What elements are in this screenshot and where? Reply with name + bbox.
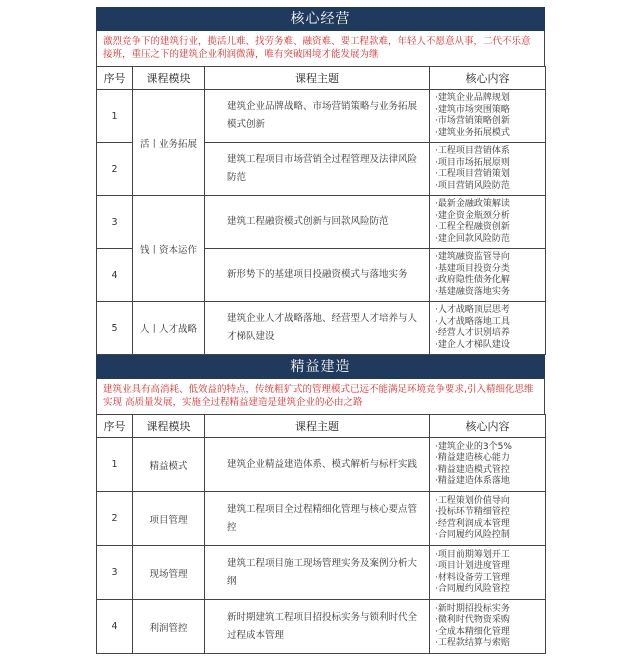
- core-item: ·工程策划价值导向: [435, 495, 510, 506]
- course-topic: 建筑企业精益建造体系、模式解析与标杆实践: [205, 438, 430, 492]
- core-item: ·人才战略顶层思考: [435, 305, 510, 315]
- core-item: ·建企人才梯队建设: [435, 339, 510, 350]
- course-topic: 建筑工程项目施工现场管理实务及案例分析大纲: [205, 546, 430, 600]
- module-name: 钱丨资本运作: [133, 196, 205, 302]
- core-item: ·新时期招投标实务: [435, 603, 510, 614]
- table-row: [97, 600, 546, 654]
- core-item: ·基建融资落地实务: [435, 286, 510, 297]
- row-number: 5: [97, 302, 133, 355]
- core-item: ·建筑企业品牌规划: [435, 93, 510, 103]
- row-number: 1: [97, 90, 133, 143]
- course-topic: 建筑工程融资模式创新与回款风险防范: [205, 196, 430, 249]
- core-item: ·工程项目营销体系: [435, 146, 510, 156]
- row-number: 3: [97, 546, 133, 600]
- table-row: [97, 492, 546, 546]
- core-item: ·工程款结算与索赔: [435, 638, 510, 648]
- core-item: ·精益建造模式管控: [435, 464, 510, 475]
- table-row: [97, 90, 546, 143]
- core-item: ·政府隐性债务化解: [435, 275, 510, 285]
- row-number: 3: [97, 196, 133, 249]
- core-item: ·精益建造核心能力: [435, 453, 510, 463]
- core-content: [430, 143, 546, 196]
- core-item: ·投标环节精细管控: [435, 507, 510, 517]
- core-item: ·最新金融政策解读: [435, 199, 510, 209]
- table-header-row: [97, 415, 546, 438]
- course-table-lean-construction: [96, 414, 546, 654]
- course-topic: 新时期建筑工程项目招投标实务与锁利时代全过程成本管理: [205, 600, 430, 654]
- module-name: 人丨人才战略: [133, 302, 205, 355]
- core-item: ·人才战略落地工具: [435, 316, 510, 327]
- core-item: ·市场营销策略创新: [435, 116, 510, 126]
- module-name: 精益模式: [133, 438, 205, 492]
- core-item: ·项目营销风险防范: [435, 180, 510, 191]
- table-row: [97, 302, 546, 355]
- course-topic: 建筑企业品牌战略、市场营销策略与业务拓展模式创新: [205, 90, 430, 143]
- core-item: ·项目计划进度管理: [435, 561, 510, 571]
- course-topic: 建筑工程项目全过程精细化管理与核心要点管控: [205, 492, 430, 546]
- core-item: ·经营人才识别培养: [435, 328, 510, 338]
- header-core: 核心内容: [430, 67, 546, 90]
- course-topic: 建筑工程项目市场营销全过程管理及法律风险防范: [205, 143, 430, 196]
- header-module: 课程模块: [133, 415, 205, 438]
- core-item: ·建筑业务拓展模式: [435, 127, 510, 138]
- table-row: [97, 438, 546, 492]
- header-topic: 课程主题: [205, 67, 430, 90]
- core-item: ·建筑市场突围策略: [435, 104, 510, 115]
- core-content: [430, 196, 546, 249]
- core-item: ·全成本精细化管理: [435, 626, 510, 637]
- core-content: [430, 249, 546, 302]
- header-module: 课程模块: [133, 67, 205, 90]
- module-name: 活丨业务拓展: [133, 90, 205, 196]
- module-name: 项目管理: [133, 492, 205, 546]
- module-name: 利润管控: [133, 600, 205, 654]
- section-intro-core-operations: 激烈竞争下的建筑行业，揽活儿难、找劳务难、融资难、要工程款难，年轻人不愿意从事，二代不乐意接班，重压之下的建筑企业利润微薄，唯有突破困境才能发展为继: [96, 31, 545, 66]
- core-item: ·材料设备劳工管理: [435, 572, 510, 583]
- header-no: 序号: [97, 67, 133, 90]
- table-row: [97, 546, 546, 600]
- row-number: 4: [97, 249, 133, 302]
- core-content: [430, 600, 546, 654]
- core-content: [430, 492, 546, 546]
- core-item: ·微利时代物资采购: [435, 615, 510, 625]
- core-content: [430, 90, 546, 143]
- header-core: 核心内容: [430, 415, 546, 438]
- document-page: [96, 7, 545, 654]
- core-item: ·合同履约风险控制: [435, 530, 510, 540]
- course-topic: 建筑企业人才战略落地、经营型人才培养与人才梯队建设: [205, 302, 430, 355]
- core-item: ·经营利润成本管理: [435, 518, 510, 529]
- core-item: ·建筑企业的3个5%: [435, 441, 512, 452]
- course-table-core-operations: [96, 66, 546, 355]
- row-number: 2: [97, 492, 133, 546]
- table-row: [97, 196, 546, 249]
- section-intro-lean-construction: 建筑业具有高消耗、低效益的特点，传统粗犷式的管理模式已远不能满足环境竞争要求,引入精细化思维实现 高质量发展，实施全过程精益建造是建筑企业的必由之路: [96, 379, 545, 414]
- section-title-core-operations: 核心经营: [96, 7, 545, 31]
- core-item: ·合同履约风险管控: [435, 584, 510, 594]
- core-item: ·项目前期筹划开工: [435, 549, 510, 560]
- core-item: ·精益建造体系落地: [435, 476, 510, 486]
- row-number: 1: [97, 438, 133, 492]
- core-content: [430, 302, 546, 355]
- core-content: [430, 546, 546, 600]
- row-number: 2: [97, 143, 133, 196]
- core-item: ·建筑融资监管导向: [435, 252, 510, 262]
- course-topic: 新形势下的基建项目投融资模式与落地实务: [205, 249, 430, 302]
- core-item: ·建企回款风险防范: [435, 233, 510, 244]
- core-item: ·基建项目投资分类: [435, 263, 510, 274]
- module-name: 现场管理: [133, 546, 205, 600]
- section-title-lean-construction: 精益建造: [96, 355, 545, 379]
- core-item: ·项目市场拓展原则: [435, 157, 510, 168]
- core-item: ·建企资金瓶颈分析: [435, 210, 510, 221]
- table-header-row: [97, 67, 546, 90]
- header-no: 序号: [97, 415, 133, 438]
- core-item: ·工程项目营销策划: [435, 169, 510, 179]
- row-number: 4: [97, 600, 133, 654]
- header-topic: 课程主题: [205, 415, 430, 438]
- core-content: [430, 438, 546, 492]
- core-item: ·工程全程融资创新: [435, 222, 510, 232]
